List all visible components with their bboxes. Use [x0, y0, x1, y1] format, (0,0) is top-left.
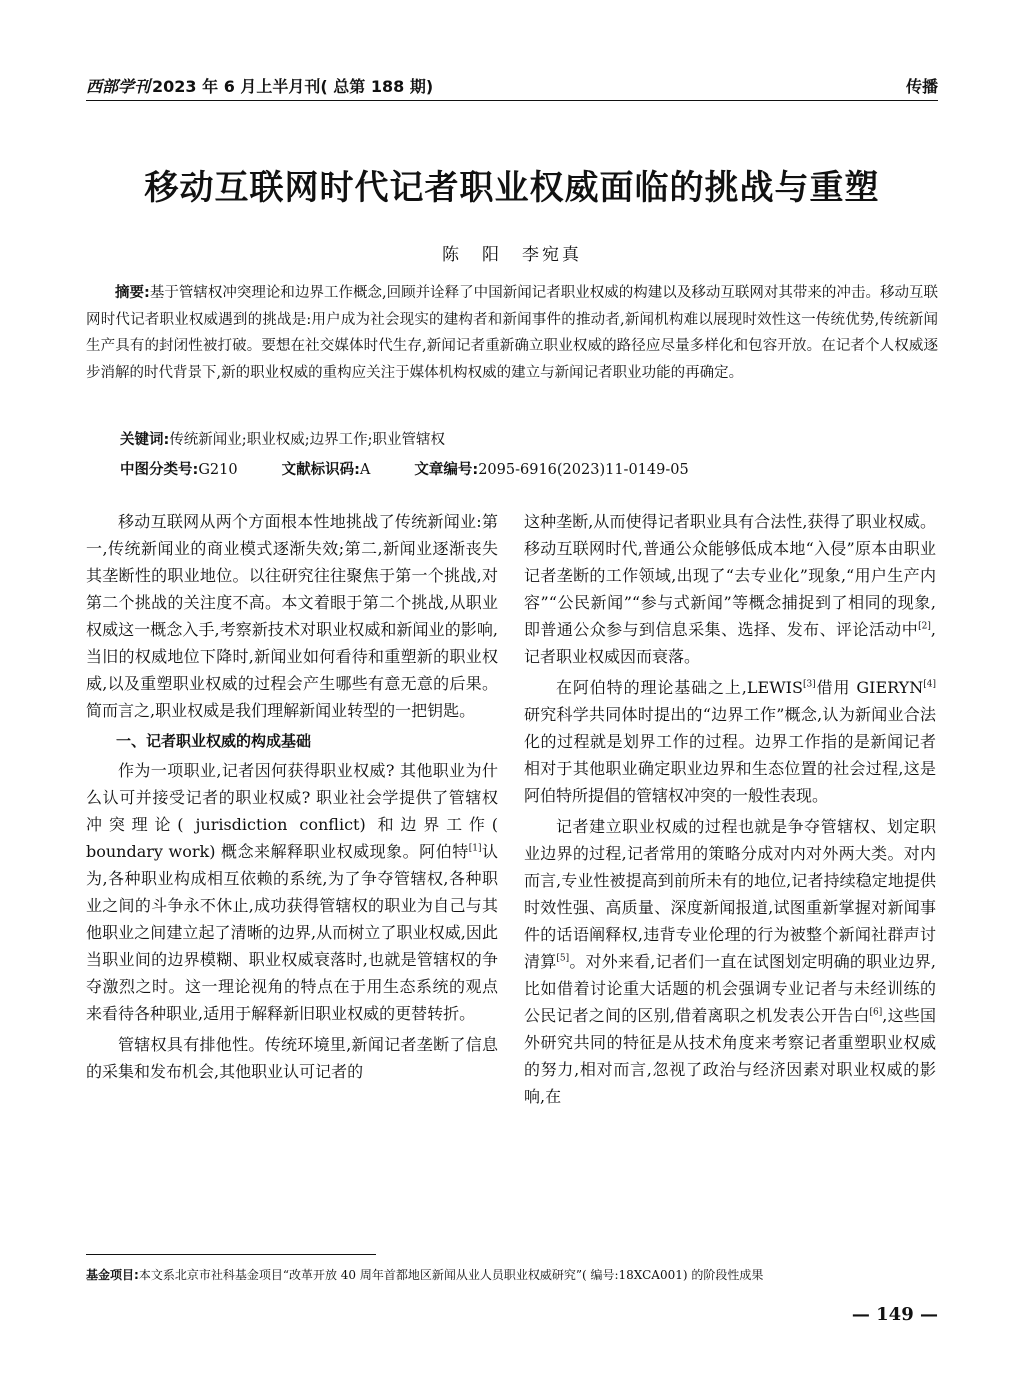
issue-info: 2023 年 6 月上半月刊( 总第 188 期)	[152, 76, 434, 96]
paragraph-text: 研究科学共同体时提出的“边界工作”概念,认为新闻业合法化的过程就是划界工作的过程。边界工作指的是新闻记者相对于其他职业确定职业边界和生态位置的社会过程,这是阿伯特所提倡的管辖权冲突的一般性表现。	[524, 705, 936, 805]
clc-label: 中图分类号:	[120, 462, 199, 478]
doc-code-field	[282, 458, 371, 479]
footnote-rule	[86, 1254, 376, 1255]
citation-ref: [5]	[556, 953, 570, 964]
body-column-right	[524, 508, 936, 1114]
funding-footnote	[86, 1266, 938, 1283]
journal-logo: 西部学刊	[86, 76, 151, 96]
paragraph: 管辖权具有排他性。传统环境里,新闻记者垄断了信息的采集和发布机会,其他职业认可记者的	[86, 1035, 498, 1081]
article-number-label: 文章编号:	[414, 462, 479, 478]
paragraph-text: 认为,各种职业构成相互依赖的系统,为了争夺管辖权,各种职业之间的斗争永不休止,成功获得管辖权的职业为自己与其他职业之间建立起了清晰的边界,从而树立了职业权威,因此当职业间的边界模糊、职业权威衰落时,也就是管辖权的争夺激烈之时。这一理论视角的特点在于用生态系统的观点来看待各种职业,适用于解释新旧职业权威的更替转折。	[86, 842, 498, 1023]
citation-ref: [2]	[918, 621, 931, 632]
abstract-text: 基于管辖权冲突理论和边界工作概念,回顾并诠释了中国新闻记者职业权威的构建以及移动互联网对其带来的冲击。移动互联网时代记者职业权威遇到的挑战是:用户成为社会现实的建构者和新闻事件的推动者,新闻机构难以展现时效性这一传统优势,传统新闻生产具有的封闭性被打破。要想在社交媒体时代生存,新闻记者重新确立职业权威的路径应尽量多样化和包容开放。在记者个人权威逐步消解的时代背景下,新的职业权威的重构应关注于媒体机构权威的建立与新闻记者职业功能的再确定。	[86, 285, 938, 381]
section-name: 传播	[905, 76, 938, 96]
citation-ref: [3]	[802, 679, 816, 690]
article-number-field	[414, 458, 688, 479]
paragraph	[86, 757, 498, 1027]
article-title: 移动互联网时代记者职业权威面临的挑战与重塑	[144, 168, 880, 208]
paragraph	[524, 813, 936, 1110]
clc-field	[120, 458, 238, 479]
paragraph-text: 作为一项职业,记者因何获得职业权威? 其他职业为什么认可并接受记者的职业权威? 职业社会学提供了管辖权冲突理论( jurisdiction conflict) 和边界工作( boundary work) 概念来解释职业权威现象。阿伯特	[86, 761, 498, 861]
body-column-left	[86, 508, 498, 1089]
citation-ref: [6]	[869, 1007, 883, 1018]
citation-ref: [1]	[468, 843, 482, 854]
journal-issue	[86, 74, 433, 97]
paragraph	[524, 508, 936, 670]
article-number-value: 2095-6916(2023)11-0149-05	[478, 462, 689, 478]
authors: 陈 阳 李宛真	[442, 245, 582, 265]
section-heading: 一、记者职业权威的构成基础	[116, 732, 312, 750]
keywords-label: 关键词:	[120, 432, 170, 448]
doc-code-label: 文献标识码:	[281, 462, 360, 478]
paragraph-text: 在阿伯特的理论基础之上,LEWIS	[556, 678, 803, 697]
header-rule	[86, 100, 938, 101]
page-number: — 149 —	[851, 1304, 938, 1325]
paragraph-text: 。对外来看,记者们一直在试图划定明确的职业边界,比如借着讨论重大话题的机会强调专业记者与未经训练的公民记者之间的区别,借着离职之机发表公开告白	[524, 952, 936, 1025]
paragraph	[524, 674, 936, 809]
abstract-label: 摘要:	[115, 285, 150, 301]
paragraph-text: 借用 GIERYN	[815, 678, 924, 697]
paragraph-text: ,记者职业权威因而衰落。	[524, 620, 936, 666]
paragraph-text: ,这些国外研究共同的特征是从技术角度来考察记者重塑职业权威的努力,相对而言,忽视了政治与经济因素对职业权威的影响,在	[524, 1006, 936, 1106]
clc-value: G210	[198, 462, 238, 478]
keywords-text: 传统新闻业;职业权威;边界工作;职业管辖权	[169, 432, 445, 448]
paragraph-text: 这种垄断,从而使得记者职业具有合法性,获得了职业权威。移动互联网时代,普通公众能够低成本地“入侵”原本由职业记者垄断的工作领域,出现了“去专业化”现象,“用户生产内容”“公民新闻”“参与式新闻”等概念捕捉到了相同的现象,即普通公众参与到信息采集、选择、发布、评论活动中	[524, 512, 936, 639]
paragraph-text: 记者建立职业权威的过程也就是争夺管辖权、划定职业边界的过程,记者常用的策略分成对内对外两大类。对内而言,专业性被提高到前所未有的地位,记者持续稳定地提供时效性强、高质量、深度新闻报道,试图重新掌握对新闻事件的话语阐释权,违背专业伦理的行为被整个新闻社群声讨清算	[524, 817, 936, 971]
keywords	[120, 428, 445, 449]
doc-code-value: A	[359, 462, 371, 478]
running-header	[86, 72, 938, 98]
paragraph: 移动互联网从两个方面根本性地挑战了传统新闻业:第一,传统新闻业的商业模式逐渐失效;第二,新闻业逐渐丧失其垄断性的职业地位。以往研究往往聚焦于第一个挑战,对第二个挑战的关注度不高。本文着眼于第二个挑战,从职业权威这一概念入手,考察新技术对职业权威和新闻业的影响,当旧的权威地位下降时,新闻业如何看待和重塑新的职业权威,以及重塑职业权威的过程会产生哪些有意无意的后果。简而言之,职业权威是我们理解新闻业转型的一把钥匙。	[86, 512, 498, 720]
classification-line	[120, 458, 689, 479]
citation-ref: [4]	[923, 679, 936, 690]
footnote-text: 本文系北京市社科基金项目“改革开放 40 周年首都地区新闻从业人员职业权威研究”( 编号:18XCA001) 的阶段性成果	[138, 1268, 764, 1282]
abstract	[86, 280, 938, 386]
footnote-label: 基金项目:	[86, 1268, 139, 1282]
